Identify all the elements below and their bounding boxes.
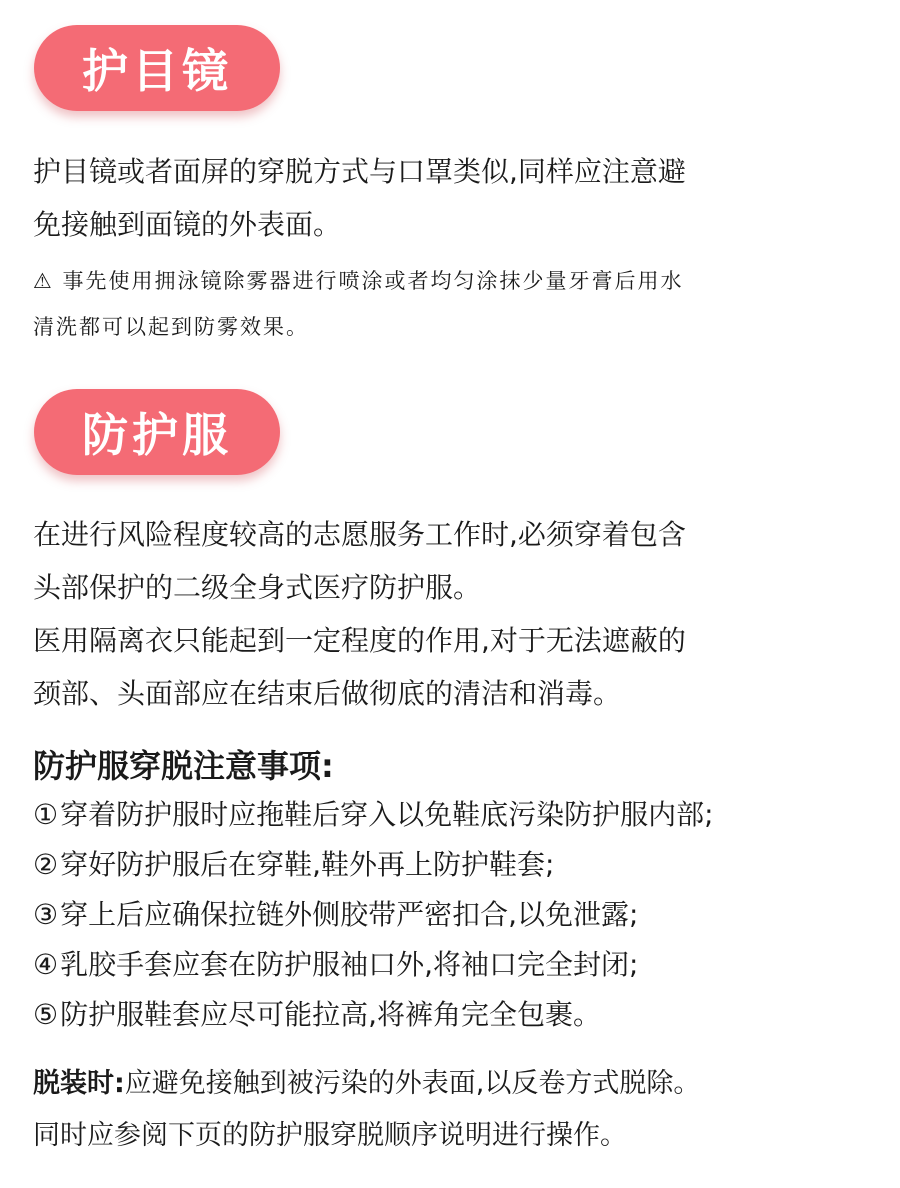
list-item (33, 790, 883, 840)
goggles-tip (33, 258, 873, 350)
suit-paragraph (33, 508, 873, 720)
suit-removal-line: 同时应参阅下页的防护服穿脱顺序说明进行操作。 (33, 1120, 627, 1151)
goggles-paragraph-line: 免接触到面镜的外表面。 (33, 208, 342, 241)
goggles-tip-line: 事先使用拥泳镜除雾器进行喷涂或者均匀涂抹少量牙膏后用水 (62, 269, 684, 293)
goggles-title-badge (34, 25, 280, 111)
suit-notes-heading: 防护服穿脱注意事项: (33, 747, 334, 785)
suit-paragraph-line: 在进行风险程度较高的志愿服务工作时,必须穿着包含 (33, 518, 686, 551)
suit-paragraph-line: 头部保护的二级全身式医疗防护服。 (33, 571, 482, 604)
list-item-text: 防护服鞋套应尽可能拉高,将裤角完全包裹。 (60, 998, 602, 1031)
suit-title-badge (34, 389, 280, 475)
list-item-number: ② (33, 848, 59, 881)
list-item-number: ③ (33, 898, 59, 931)
list-item (33, 840, 883, 890)
list-item (33, 890, 883, 940)
list-item-text: 穿着防护服时应拖鞋后穿入以免鞋底污染防护服内部; (60, 798, 714, 831)
list-item-number: ① (33, 798, 59, 831)
list-item-text: 穿好防护服后在穿鞋,鞋外再上防护鞋套; (60, 848, 555, 881)
goggles-tip-line: 清洗都可以起到防雾效果。 (33, 315, 309, 339)
list-item (33, 940, 883, 990)
list-item-text: 穿上后应确保拉链外侧胶带严密扣合,以免泄露; (60, 898, 639, 931)
list-item-number: ⑤ (33, 998, 59, 1031)
list-item-text: 乳胶手套应套在防护服袖口外,将袖口完全封闭; (60, 948, 639, 981)
suit-paragraph-line: 医用隔离衣只能起到一定程度的作用,对于无法遮蔽的 (33, 624, 686, 657)
warning-icon: ⚠ (33, 269, 54, 293)
suit-notes-list (33, 790, 883, 1040)
suit-title: 防护服 (82, 408, 232, 462)
goggles-paragraph (33, 145, 873, 251)
suit-removal-line: 应避免接触到被污染的外表面,以反卷方式脱除。 (124, 1068, 701, 1099)
suit-removal-label: 脱装时: (33, 1068, 125, 1099)
goggles-title: 护目镜 (82, 44, 232, 98)
suit-paragraph-line: 颈部、头面部应在结束后做彻底的清洁和消毒。 (33, 677, 622, 710)
list-item-number: ④ (33, 948, 59, 981)
list-item (33, 990, 883, 1040)
suit-removal-paragraph (33, 1058, 883, 1162)
goggles-paragraph-line: 护目镜或者面屏的穿脱方式与口罩类似,同样应注意避 (33, 155, 686, 188)
